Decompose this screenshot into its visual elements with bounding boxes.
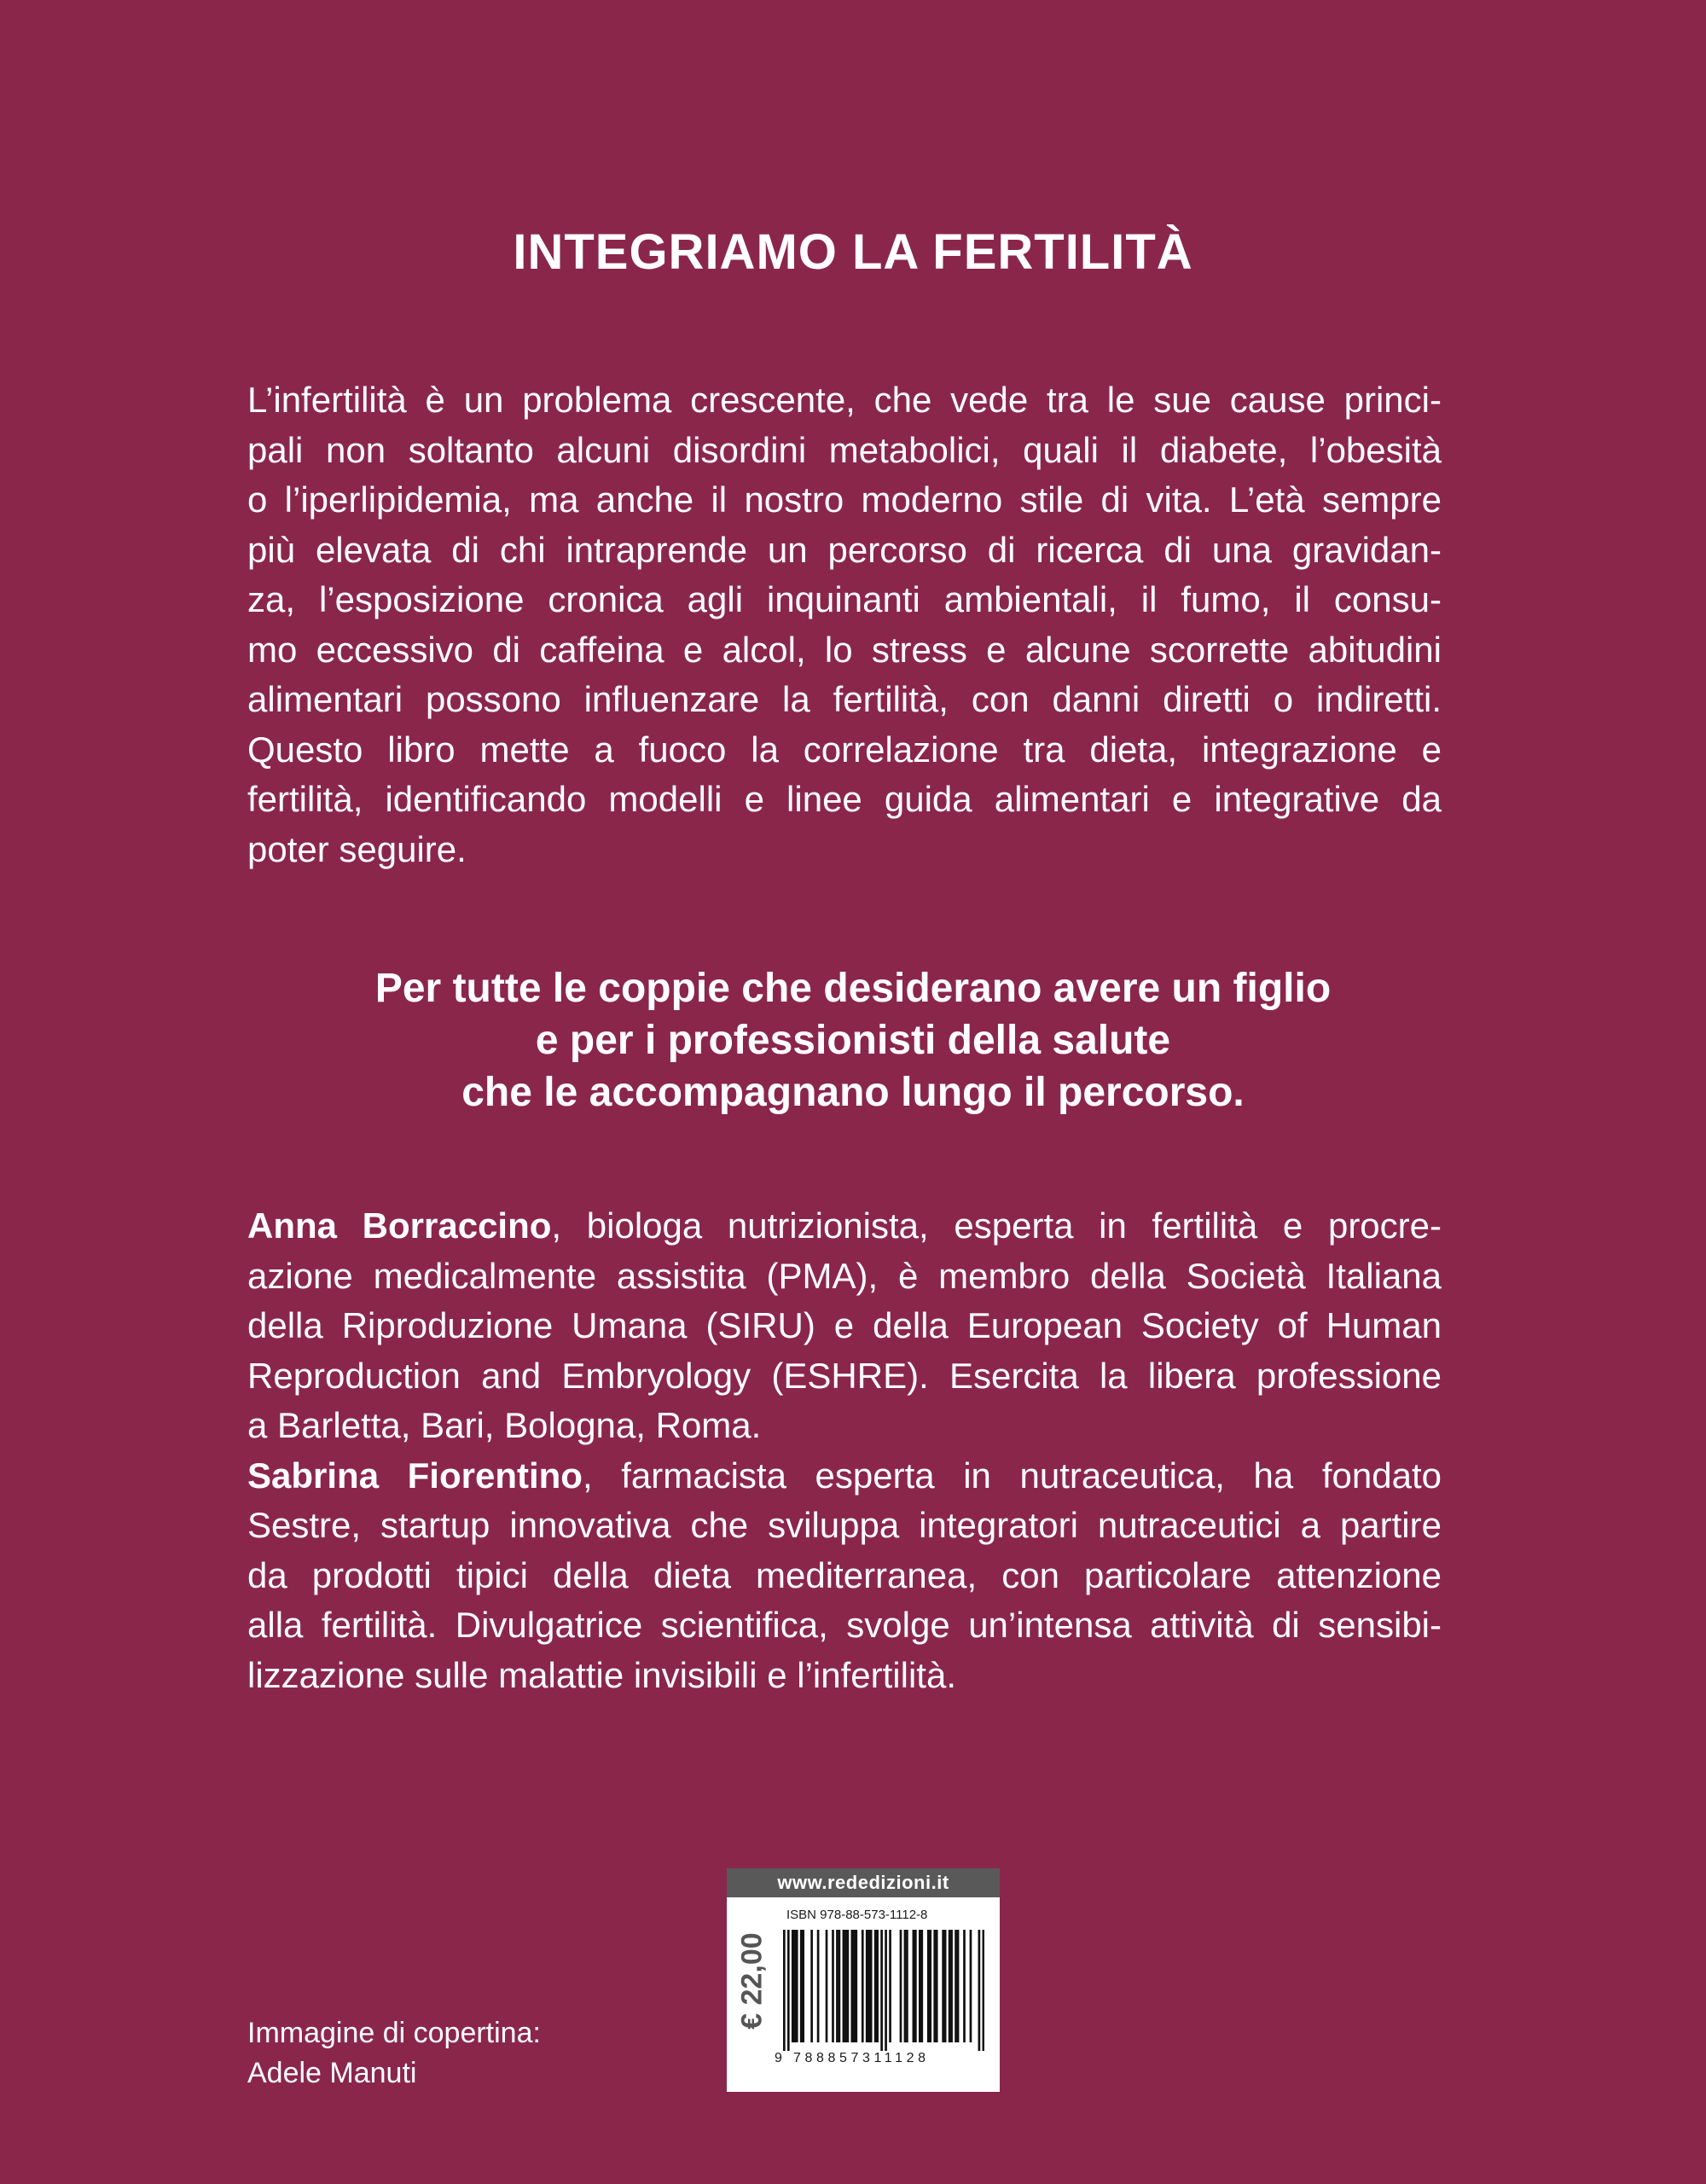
- bio-line: da prodotti tipici della dieta mediterranea, con particolare attenzione: [247, 1554, 1442, 1595]
- barcode-bar: [817, 1930, 820, 2042]
- barcode-bar: [906, 1930, 908, 2042]
- synopsis-line: fertilità, identificando modelli e linee guida alimentari e integrative da: [247, 779, 1442, 819]
- barcode-bar: [855, 1930, 857, 2042]
- barcode-bar: [876, 1930, 879, 2042]
- barcode-bar: [850, 1930, 853, 2042]
- barcode-bar: [792, 1930, 794, 2042]
- barcode-bar: [889, 1930, 891, 2042]
- synopsis-line: Questo libro mette a fuoco la correlazione tra dieta, integrazione e: [247, 729, 1442, 770]
- bio-line: Reproduction and Embryology (ESHRE). Esercita la libera professione: [247, 1355, 1442, 1396]
- credit-line: Immagine di copertina:: [247, 2017, 541, 2049]
- barcode-bar: [868, 1930, 870, 2042]
- bio-line: alla fertilità. Divulgatrice scientifica, svolge un’intensa attività di sensibi-: [247, 1605, 1442, 1645]
- publisher-website: www.rededizioni.it: [727, 1868, 1000, 1897]
- barcode-bar: [796, 1930, 798, 2042]
- synopsis-line: più elevata di chi intraprende un percorso di ricerca di una gravidan-: [247, 529, 1442, 570]
- book-title: INTEGRIAMO LA FERTILITÀ: [513, 224, 1193, 280]
- barcode-bar: [933, 1930, 936, 2042]
- author-name: Sabrina Fiorentino: [247, 1455, 583, 1496]
- barcode-bar: [949, 1930, 951, 2042]
- barcode-bar: [963, 1930, 966, 2042]
- price-text: € 22,00: [735, 1932, 769, 2030]
- author-name: Anna Borraccino: [247, 1205, 552, 1246]
- ean-first-digit: 9: [775, 2051, 782, 2065]
- barcode-bar: [983, 1930, 984, 2051]
- barcode-bar: [919, 1930, 921, 2042]
- barcode-bar: [936, 1930, 938, 2042]
- bio-line: [247, 1201, 1442, 1252]
- synopsis: [247, 375, 1442, 874]
- barcode-label: [727, 1868, 1000, 2092]
- barcode-bar: [920, 1930, 923, 2042]
- bio-line: [247, 1451, 1442, 1502]
- barcode-bar: [843, 1930, 845, 2042]
- synopsis-line: poter seguire.: [247, 828, 467, 869]
- bio-line: Sestre, startup innovativa che sviluppa integratori nutraceutici a partire: [247, 1505, 1442, 1545]
- dedication-line: che le accompagnano lungo il percorso.: [461, 1070, 1245, 1115]
- barcode-bar: [826, 1930, 828, 2042]
- dedication-line: Per tutte le coppie che desiderano avere un figlio: [374, 966, 1332, 1011]
- isbn-text: ISBN 978-88-573-1112-8: [786, 1908, 928, 1922]
- barcode-bar: [880, 1930, 883, 2051]
- cover-image-credit: [247, 2013, 541, 2094]
- barcode-bar: [929, 1930, 931, 2042]
- barcode-bar: [914, 1930, 917, 2042]
- barcode-bar: [904, 1930, 907, 2042]
- bio-line: lizzazione sulle malattie invisibili e l’infertilità.: [247, 1654, 956, 1695]
- barcode-bar: [955, 1930, 957, 2042]
- barcode-bar: [950, 1930, 953, 2042]
- barcode-bar: [802, 1930, 804, 2042]
- synopsis-line: mo eccessivo di caffeina e alcol, lo stress e alcune scorrette abitudini: [247, 629, 1442, 670]
- barcode-bar: [970, 1930, 972, 2042]
- barcode-bar: [900, 1930, 902, 2042]
- synopsis-line: za, l’esposizione cronica agli inquinanti ambientali, il fumo, il consu-: [247, 579, 1442, 619]
- barcode-bar: [927, 1930, 930, 2042]
- credit-line: Adele Manuti: [247, 2057, 417, 2089]
- barcode-bar: [944, 1930, 947, 2042]
- barcode-bar: [847, 1930, 850, 2042]
- bio-text: , biologa nutrizionista, esperta in fertilità e procre-: [551, 1205, 1442, 1246]
- barcode-bar: [844, 1930, 847, 2042]
- synopsis-line: pali non soltanto alcuni disordini metabolici, quali il diabete, l’obesità: [247, 429, 1442, 470]
- barcode-bar: [870, 1930, 873, 2042]
- barcode-bar: [862, 1930, 864, 2042]
- barcode-bar: [885, 1930, 887, 2051]
- barcode-bar: [832, 1930, 834, 2042]
- barcode-bar: [874, 1930, 877, 2042]
- dedication: [0, 962, 1706, 1118]
- bio-line: azione medicalmente assistita (PMA), è membro della Società Italiana: [247, 1255, 1442, 1296]
- barcode-bar: [942, 1930, 944, 2042]
- barcode-bar: [793, 1930, 796, 2042]
- barcode-bar: [800, 1930, 803, 2042]
- bio-line: della Riproduzione Umana (SIRU) e della European Society of Human: [247, 1305, 1442, 1345]
- barcode-bar: [787, 1930, 790, 2051]
- price-label: [735, 1906, 769, 2055]
- barcode-bars: [783, 1930, 984, 2051]
- bio-text: , farmacista esperta in nutraceutica, ha fondato: [582, 1455, 1442, 1496]
- barcode-bar: [836, 1930, 838, 2042]
- barcode-bar: [810, 1930, 813, 2042]
- synopsis-line: alimentari possono influenzare la fertilità, con danni diretti o indiretti.: [247, 679, 1442, 719]
- synopsis-line: L’infertilità è un problema crescente, che vede tra le sue cause princi-: [247, 380, 1442, 420]
- barcode-bar: [853, 1930, 856, 2042]
- barcode-bar: [978, 1930, 981, 2051]
- barcode-bar: [957, 1930, 960, 2042]
- dedication-line: e per i professionisti della salute: [535, 1018, 1171, 1063]
- barcode-bar: [913, 1930, 915, 2042]
- barcode-bar: [838, 1930, 841, 2042]
- bio-line: a Barletta, Bari, Bologna, Roma.: [247, 1405, 762, 1445]
- author-bios: [247, 1201, 1442, 1700]
- barcode-bar: [866, 1930, 868, 2042]
- ean-digits: 788857311128: [793, 2051, 930, 2065]
- synopsis-line: o l’iperlipidemia, ma anche il nostro moderno stile di vita. L’età sempre: [247, 479, 1442, 520]
- barcode-bar: [783, 1930, 786, 2051]
